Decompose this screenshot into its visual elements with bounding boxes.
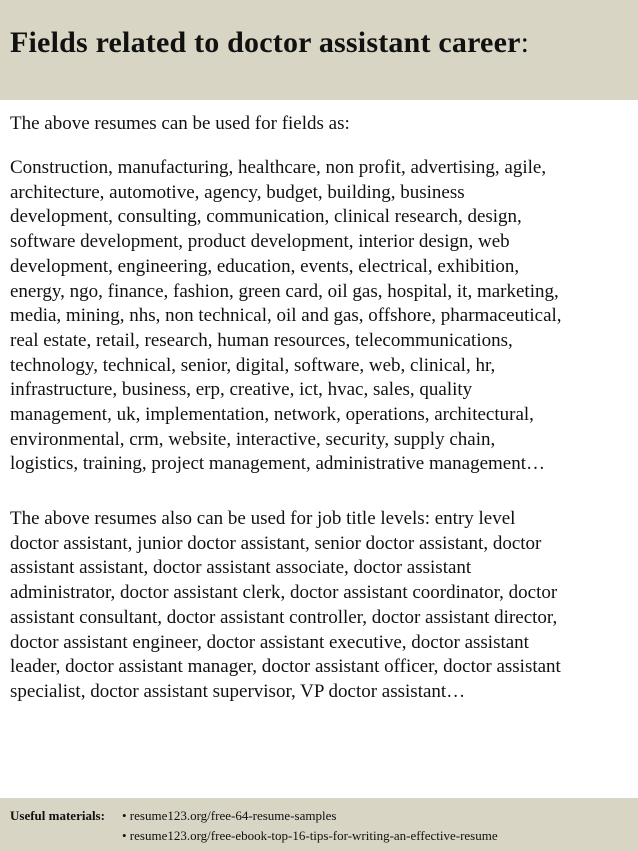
levels-line: assistant assistant, doctor assistant associate, doctor assistant (10, 557, 472, 579)
levels-line: leader, doctor assistant manager, doctor assistant officer, doctor assistant (10, 656, 561, 678)
resume-samples-link[interactable]: • resume123.org/free-64-resume-samples (122, 808, 337, 823)
levels-line: doctor assistant engineer, doctor assistant executive, doctor assistant (10, 631, 529, 653)
fields-line: software development, product development, interior design, web (10, 231, 510, 253)
levels-line: specialist, doctor assistant supervisor, VP doctor assistant… (10, 680, 466, 702)
fields-line: real estate, retail, research, human resources, telecommunications, (10, 329, 513, 351)
title-banner (0, 0, 638, 100)
fields-line: media, mining, nhs, non technical, oil and gas, offshore, pharmaceutical, (10, 305, 562, 327)
fields-line: management, uk, implementation, network, operations, architectural, (10, 404, 534, 426)
fields-paragraph (10, 156, 562, 477)
fields-line: development, engineering, education, events, electrical, exhibition, (10, 255, 520, 277)
intro-text: The above resumes can be used for fields as: (10, 113, 350, 134)
fields-line: development, consulting, communication, clinical research, design, (10, 206, 522, 228)
fields-line: logistics, training, project management, administrative management… (10, 453, 546, 475)
fields-line: technology, technical, senior, digital, software, web, clinical, hr, (10, 354, 496, 376)
page-title-colon: : (520, 26, 530, 59)
page-title-text: Fields related to doctor assistant career (10, 26, 521, 59)
fields-line: Construction, manufacturing, healthcare, non profit, advertising, agile, (10, 157, 547, 178)
useful-materials-footer (0, 798, 638, 851)
levels-line: administrator, doctor assistant clerk, doctor assistant coordinator, doctor (10, 582, 558, 604)
page-title (10, 26, 529, 60)
fields-line: infrastructure, business, erp, creative, ict, hvac, sales, quality (10, 379, 473, 401)
levels-line: The above resumes also can be used for job title levels: entry level (10, 508, 516, 529)
fields-line: environmental, crm, website, interactive, security, supply chain, (10, 428, 496, 450)
job-levels-paragraph (10, 507, 561, 705)
ebook-tips-link[interactable]: • resume123.org/free-ebook-top-16-tips-for-writing-an-effective-resume (122, 828, 498, 843)
fields-line: architecture, automotive, agency, budget, building, business (10, 181, 465, 203)
levels-line: assistant consultant, doctor assistant controller, doctor assistant director, (10, 606, 558, 628)
levels-line: doctor assistant, junior doctor assistant, senior doctor assistant, doctor (10, 532, 542, 554)
useful-materials-label: Useful materials: (10, 808, 105, 823)
fields-line: energy, ngo, finance, fashion, green card, oil gas, hospital, it, marketing, (10, 280, 559, 302)
